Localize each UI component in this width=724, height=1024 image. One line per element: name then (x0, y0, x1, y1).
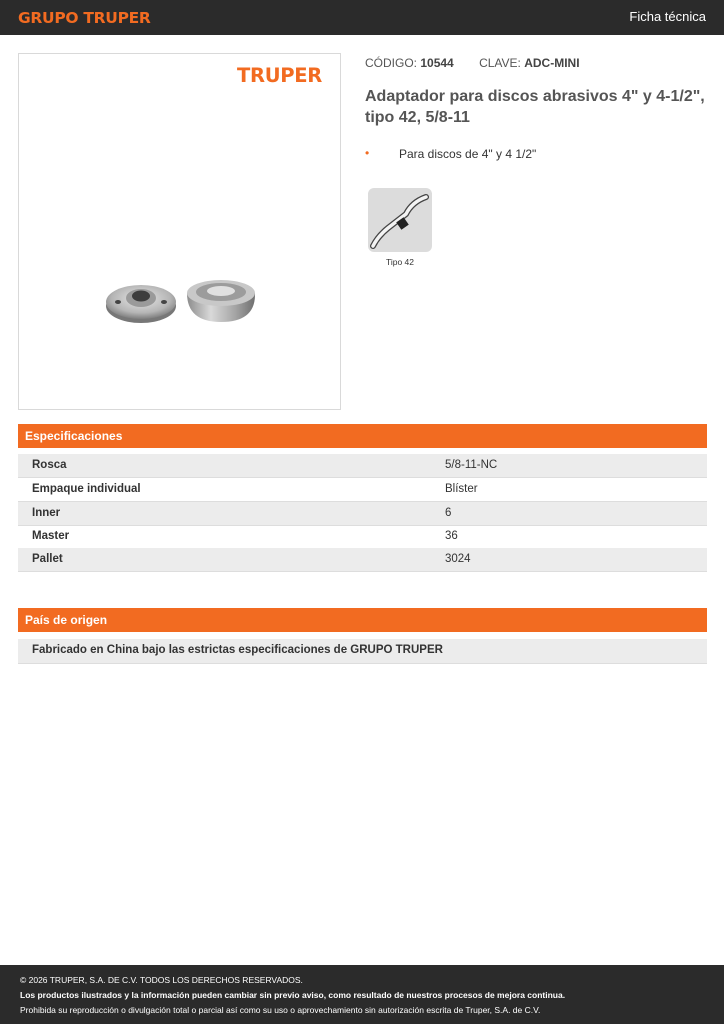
spec-row (18, 502, 707, 526)
codigo-value: 10544 (420, 56, 454, 70)
clave-value: ADC-MINI (524, 56, 580, 70)
spec-key: Inner (32, 507, 61, 519)
spec-row (18, 525, 707, 549)
spec-key: Pallet (32, 553, 63, 565)
brand-logo: GRUPO TRUPER (18, 9, 151, 27)
origin-row (18, 639, 707, 664)
specs-title: Especificaciones (25, 429, 123, 443)
specs-header (18, 424, 707, 448)
spec-value: Blíster (445, 483, 478, 495)
document-type: Ficha técnica (629, 9, 706, 24)
spec-key: Rosca (32, 459, 67, 471)
footer-notice: Los productos ilustrados y la información pueden cambiar sin previo aviso, como resultado de nuestros procesos de mejora continua. (20, 990, 566, 1000)
spec-row (18, 454, 707, 478)
spec-value: 5/8-11-NC (445, 459, 498, 471)
spec-value: 3024 (445, 553, 471, 565)
footer (0, 965, 724, 1024)
product-image (105, 226, 257, 326)
footer-legal: Prohibida su reproducción o divulgación total o parcial así como su uso o aprovechamiento sin autorización escrita de Truper, S.A. de C.V. (20, 1005, 541, 1015)
codigo-label: CÓDIGO: (365, 56, 418, 70)
spec-key: Empaque individual (32, 483, 141, 495)
clave-label: CLAVE: (479, 56, 521, 70)
feature-text: Para discos de 4" y 4 1/2" (399, 147, 537, 161)
product-codes (365, 56, 580, 70)
spec-row (18, 548, 707, 572)
origin-title: País de origen (25, 613, 108, 627)
bullet-dot-icon: • (365, 146, 370, 160)
spec-key: Master (32, 530, 70, 542)
spec-row (18, 478, 707, 502)
origin-text: Fabricado en China bajo las estrictas especificaciones de GRUPO TRUPER (32, 644, 443, 656)
disc-type-42-drawing (368, 188, 432, 252)
disc-type-42-icon (368, 188, 432, 252)
product-title: Adaptador para discos abrasivos 4" y 4-1/2", tipo 42, 5/8-11 (365, 88, 705, 126)
footer-copyright: © 2026 TRUPER, S.A. DE C.V. TODOS LOS DERECHOS RESERVADOS. (20, 975, 303, 985)
product-photo-frame (18, 53, 341, 410)
top-bar (0, 0, 724, 35)
spec-value: 36 (445, 530, 458, 542)
origin-header (18, 608, 707, 632)
disc-type-label: Tipo 42 (385, 257, 415, 267)
spec-value: 6 (445, 507, 452, 519)
truper-logo: TRUPER (237, 64, 322, 87)
